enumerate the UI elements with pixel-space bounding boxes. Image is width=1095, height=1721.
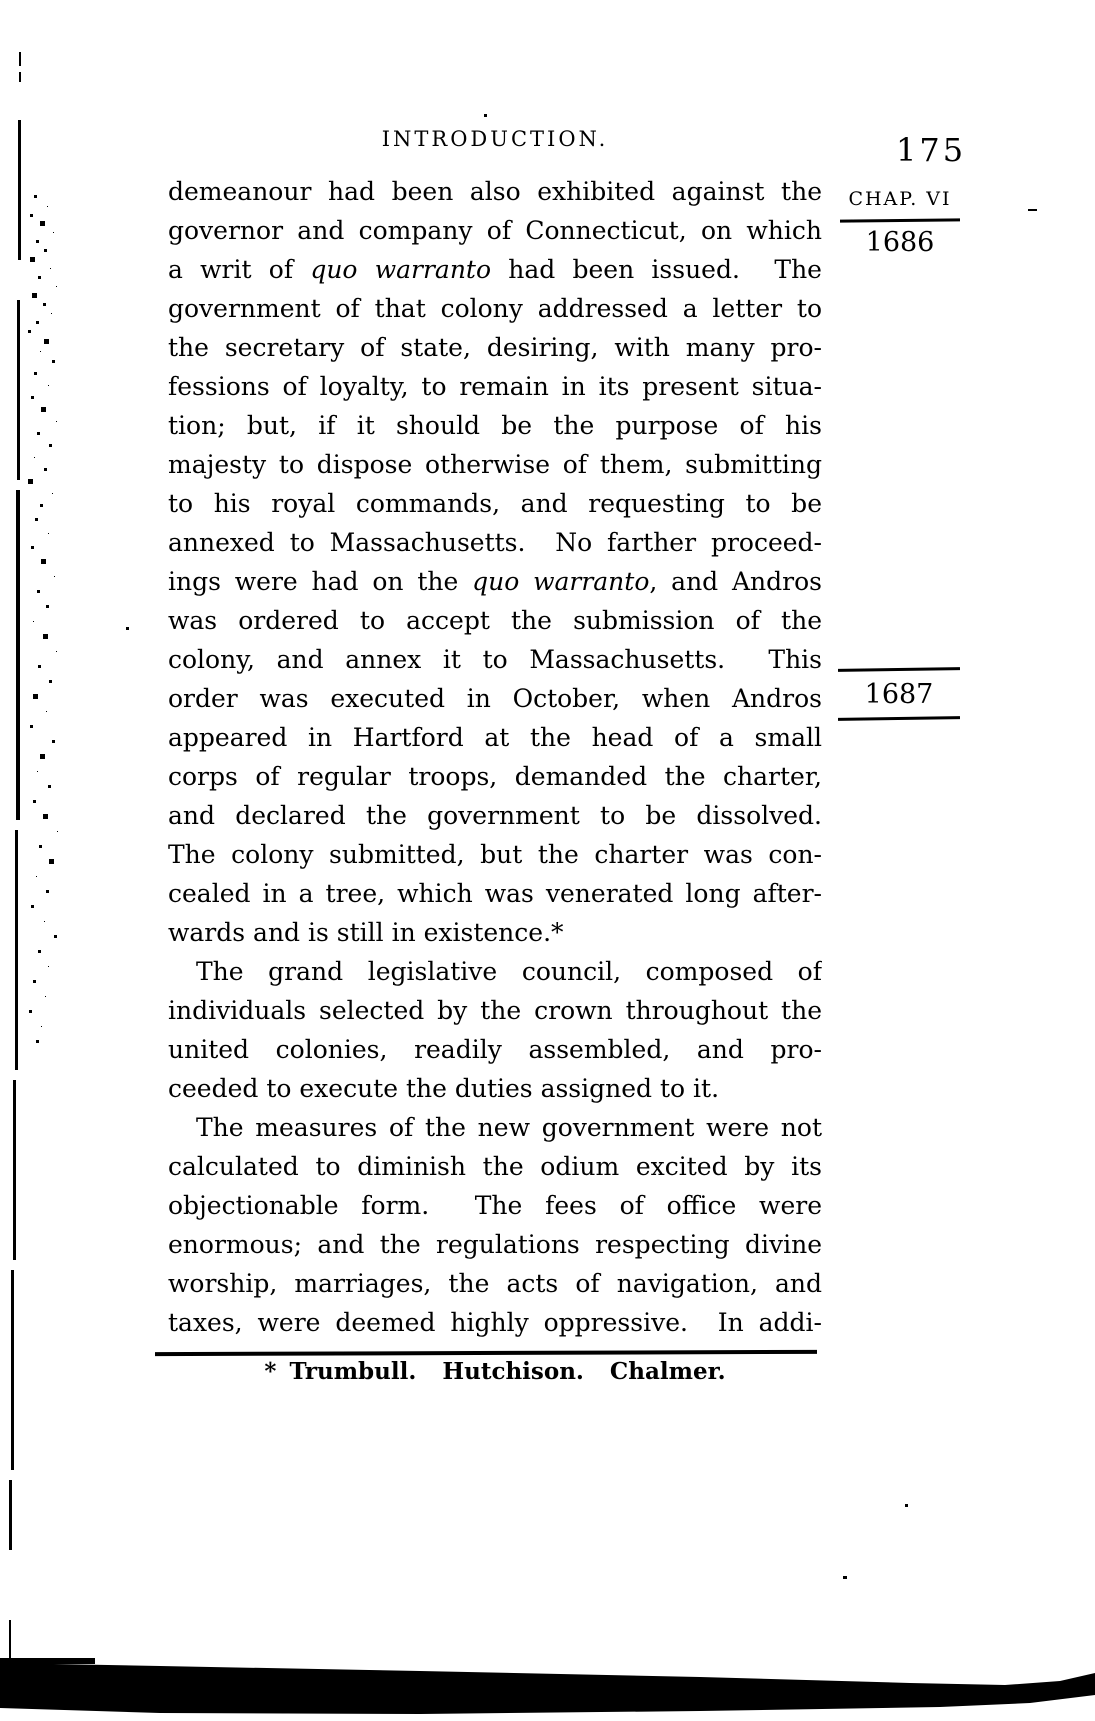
text-segment: annexed to Massachusetts. No farther proceed-	[168, 528, 822, 557]
text-line	[168, 796, 822, 835]
text-segment: enormous; and the regulations respecting divine	[168, 1230, 822, 1259]
text-segment: The colony submitted, but the charter was con-	[168, 840, 822, 869]
text-line	[168, 250, 822, 289]
text-segment: and declared the government to be dissolved.	[168, 801, 822, 830]
page-number: 175	[896, 131, 967, 169]
text-segment: individuals selected by the crown throughout the	[168, 996, 822, 1025]
binding-line-segment	[19, 52, 21, 66]
text-segment: colony, and annex it to Massachusetts. This	[168, 645, 822, 674]
margin-rule	[840, 218, 960, 222]
speck-dash	[1028, 209, 1037, 211]
text-segment: The measures of the new government were not	[196, 1113, 822, 1142]
text-line	[168, 523, 822, 562]
italic-phrase: quo warranto	[310, 255, 492, 284]
text-segment: The grand legislative council, composed of	[196, 957, 822, 986]
text-line	[168, 1030, 822, 1069]
binding-line-segment	[19, 72, 21, 82]
text-line	[168, 679, 822, 718]
text-line	[168, 952, 822, 991]
speck-dot	[905, 1504, 908, 1507]
text-segment: wards and is still in existence.*	[168, 918, 564, 947]
text-line	[168, 1264, 822, 1303]
text-segment: ceeded to execute the duties assigned to it.	[168, 1074, 720, 1103]
text-segment: government of that colony addressed a letter to	[168, 294, 822, 323]
text-segment: objectionable form. The fees of office were	[168, 1191, 822, 1220]
speck-dot	[126, 627, 129, 630]
body-text	[168, 172, 822, 1342]
text-line	[168, 913, 822, 952]
binding-line-segment	[17, 300, 20, 480]
bottom-scan-band	[0, 1650, 1095, 1721]
text-line	[168, 367, 822, 406]
binding-line-segment	[18, 120, 21, 260]
text-line	[168, 874, 822, 913]
text-segment: united colonies, readily assembled, and pro-	[168, 1035, 822, 1064]
text-line	[168, 289, 822, 328]
binding-line-segment	[16, 490, 20, 820]
text-segment: had been issued. The	[491, 255, 822, 284]
text-line	[168, 835, 822, 874]
text-segment: was ordered to accept the submission of the	[168, 606, 822, 635]
footnote-rule	[155, 1350, 817, 1356]
binding-line-segment	[9, 1480, 12, 1550]
italic-phrase: quo warranto	[472, 567, 650, 596]
margin-chapter-label: CHAP. VI	[848, 188, 952, 210]
text-line	[168, 1069, 822, 1108]
text-segment: to his royal commands, and requesting to be	[168, 489, 822, 518]
text-segment: governor and company of Connecticut, on which	[168, 216, 822, 245]
text-segment: demeanour had been also exhibited against the	[168, 177, 822, 206]
text-line	[168, 1108, 822, 1147]
margin-note-1687	[838, 668, 960, 720]
margin-note-chap-vi	[840, 188, 960, 258]
text-segment: taxes, were deemed highly oppressive. In addi-	[168, 1308, 822, 1337]
text-segment: appeared in Hartford at the head of a small	[168, 723, 822, 752]
footnote: * Trumbull. Hutchison. Chalmer.	[264, 1358, 726, 1385]
text-segment: the secretary of state, desiring, with many pro-	[168, 333, 822, 362]
text-line	[168, 991, 822, 1030]
margin-year-1686: 1686	[865, 227, 935, 258]
text-line	[168, 1225, 822, 1264]
margin-year-1687: 1687	[864, 679, 934, 710]
speck-dot	[484, 114, 487, 117]
text-segment: corps of regular troops, demanded the charter,	[168, 762, 822, 791]
binding-speckles	[0, 0, 3, 3]
text-line	[168, 640, 822, 679]
text-segment: ings were had on the	[168, 567, 473, 596]
running-header: INTRODUCTION.	[381, 127, 609, 151]
text-line	[168, 718, 822, 757]
text-segment: calculated to diminish the odium excited by its	[168, 1152, 822, 1181]
text-segment: tion; but, if it should be the purpose of his	[168, 411, 822, 440]
text-segment: a writ of	[168, 255, 311, 284]
text-segment: worship, marriages, the acts of navigation, and	[168, 1269, 822, 1298]
text-line	[168, 601, 822, 640]
text-segment: order was executed in October, when Andros	[168, 684, 822, 713]
text-line	[168, 445, 822, 484]
text-line	[168, 172, 822, 211]
text-line	[168, 1147, 822, 1186]
text-line	[168, 484, 822, 523]
text-line	[168, 1303, 822, 1342]
margin-rule	[838, 716, 960, 721]
text-line	[168, 406, 822, 445]
text-line	[168, 1186, 822, 1225]
margin-rule	[838, 667, 960, 672]
text-segment: fessions of loyalty, to remain in its present situa-	[168, 372, 822, 401]
text-line	[168, 328, 822, 367]
text-segment: cealed in a tree, which was venerated long after-	[168, 879, 822, 908]
text-segment: majesty to dispose otherwise of them, submitting	[168, 450, 822, 479]
text-line	[168, 211, 822, 250]
text-segment: , and Andros	[649, 567, 822, 596]
text-line	[168, 562, 822, 601]
binding-line-segment	[13, 1080, 16, 1260]
text-line	[168, 757, 822, 796]
binding-line-segment	[11, 1270, 14, 1470]
speck-dot	[843, 1576, 847, 1579]
binding-line-segment	[15, 830, 18, 1070]
